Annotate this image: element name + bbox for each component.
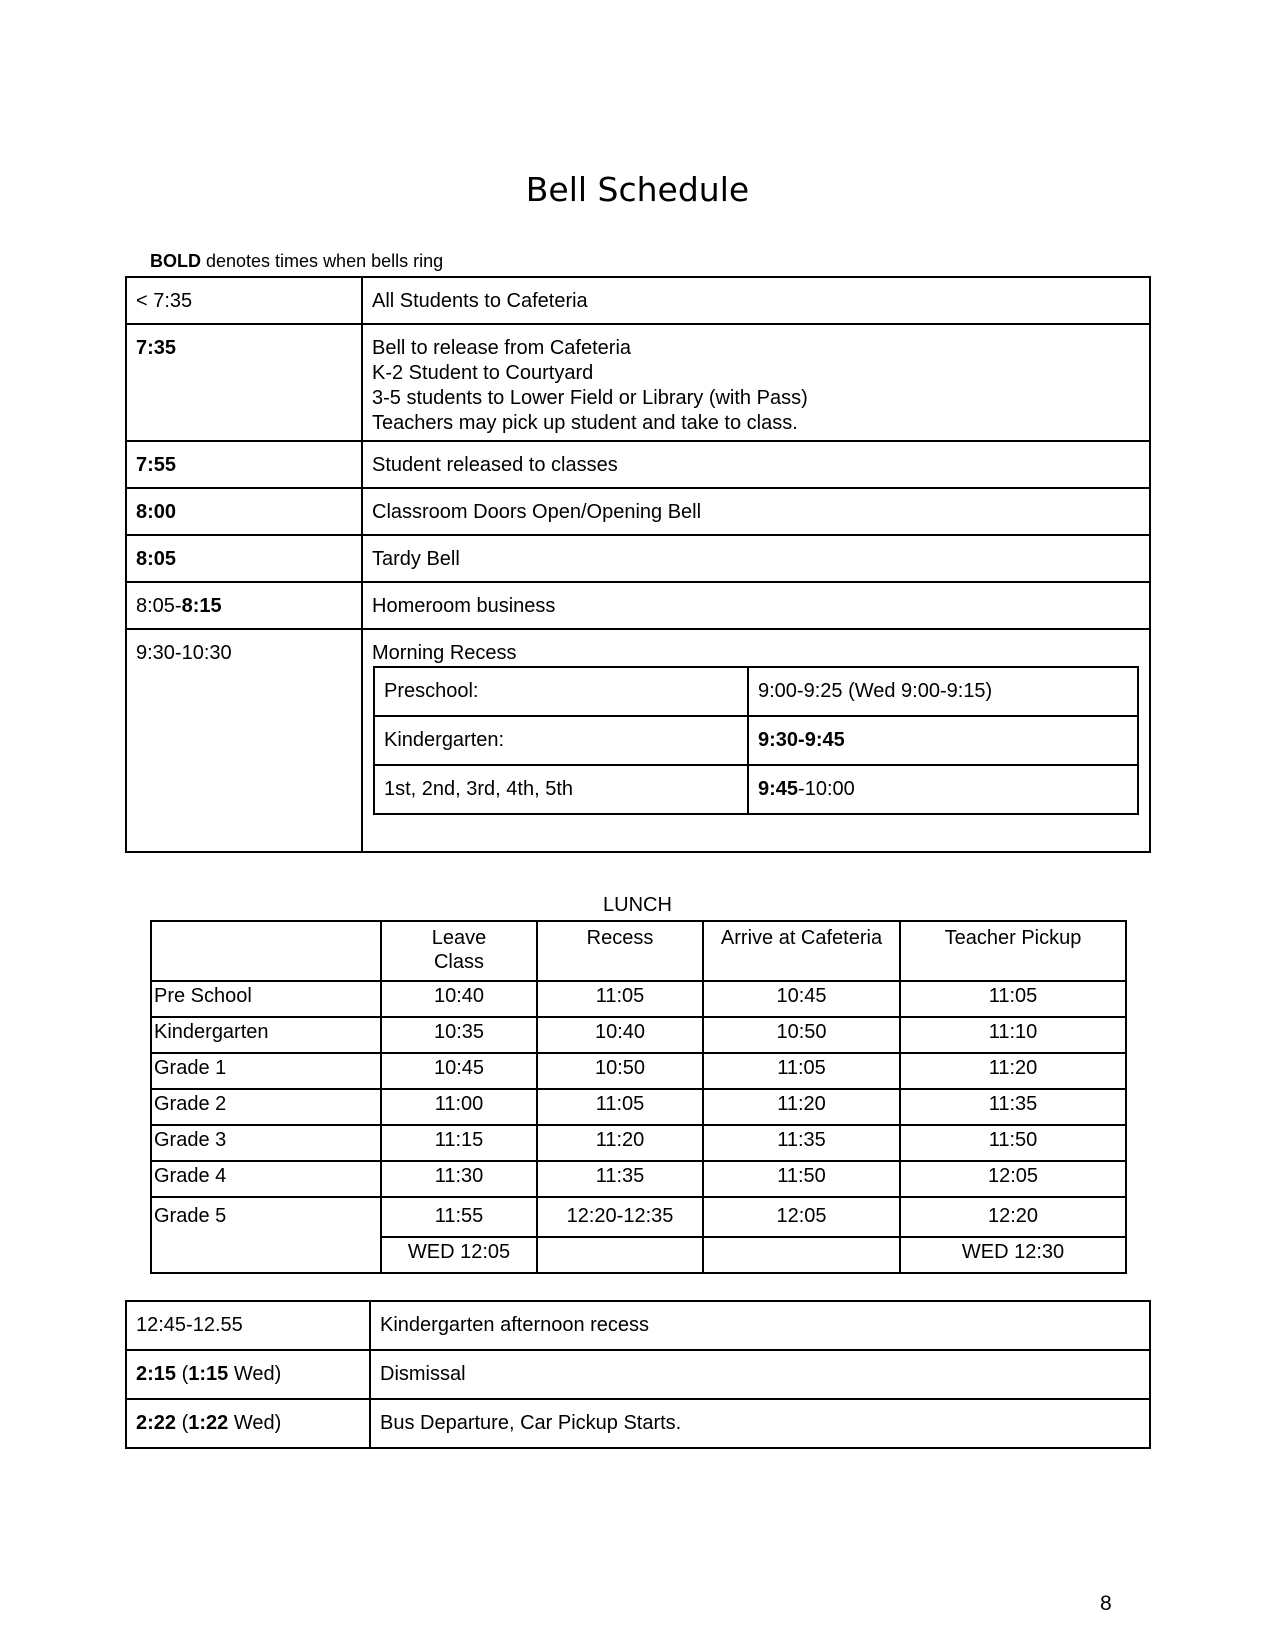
table-row bbox=[374, 716, 1138, 765]
table-cell: 11:20 bbox=[537, 1125, 703, 1161]
time-cell: 8:05-8:15 bbox=[126, 582, 362, 629]
table-cell: 11:00 bbox=[381, 1089, 537, 1125]
bold-note bbox=[150, 251, 443, 272]
desc-line: Teachers may pick up student and take to class. bbox=[372, 412, 798, 434]
morning-recess-label: Morning Recess bbox=[372, 642, 517, 664]
recess-group: 1st, 2nd, 3rd, 4th, 5th bbox=[374, 765, 748, 814]
grade-cell: Grade 1 bbox=[151, 1053, 381, 1089]
table-cell: 11:35 bbox=[703, 1125, 900, 1161]
table-cell: 10:35 bbox=[381, 1017, 537, 1053]
table-cell: 10:50 bbox=[537, 1053, 703, 1089]
note-text: denotes times when bells ring bbox=[201, 251, 444, 271]
recess-time: 9:00-9:25 (Wed 9:00-9:15) bbox=[748, 667, 1138, 716]
header-cell: Recess bbox=[537, 921, 703, 981]
time-cell: 7:35 bbox=[126, 324, 362, 441]
desc-cell bbox=[362, 324, 1150, 441]
table-cell: 11:05 bbox=[703, 1053, 900, 1089]
table-row bbox=[126, 582, 1150, 629]
desc-cell: Tardy Bell bbox=[362, 535, 1150, 582]
desc-cell: Dismissal bbox=[370, 1350, 1150, 1399]
recess-time: 9:30-9:45 bbox=[748, 716, 1138, 765]
note-bold: BOLD bbox=[150, 251, 201, 271]
grade-cell: Pre School bbox=[151, 981, 381, 1017]
table-cell: 11:20 bbox=[703, 1089, 900, 1125]
table-cell: 11:35 bbox=[537, 1161, 703, 1197]
time-cell: 2:22 (1:22 Wed) bbox=[126, 1399, 370, 1448]
desc-cell: Student released to classes bbox=[362, 441, 1150, 488]
desc-cell: Classroom Doors Open/Opening Bell bbox=[362, 488, 1150, 535]
time-cell: 8:05 bbox=[126, 535, 362, 582]
grade-cell: Grade 5 bbox=[151, 1197, 381, 1273]
table-cell: 10:50 bbox=[703, 1017, 900, 1053]
table-cell: WED 12:05 bbox=[381, 1237, 537, 1273]
afternoon-table bbox=[125, 1300, 1151, 1449]
table-cell bbox=[537, 1237, 703, 1273]
table-row bbox=[151, 1053, 1126, 1089]
bell-schedule-table bbox=[125, 276, 1151, 853]
lunch-caption: LUNCH bbox=[603, 894, 672, 916]
table-row bbox=[151, 981, 1126, 1017]
table-cell: 11:05 bbox=[537, 981, 703, 1017]
table-cell: 10:45 bbox=[703, 981, 900, 1017]
table-row bbox=[126, 488, 1150, 535]
time-cell: 2:15 (1:15 Wed) bbox=[126, 1350, 370, 1399]
table-row bbox=[126, 1350, 1150, 1399]
table-row bbox=[374, 765, 1138, 814]
recess-time: 9:45-10:00 bbox=[748, 765, 1138, 814]
table-header-row bbox=[151, 921, 1126, 981]
table-cell: WED 12:30 bbox=[900, 1237, 1126, 1273]
grade-cell: Kindergarten bbox=[151, 1017, 381, 1053]
table-cell: 11:15 bbox=[381, 1125, 537, 1161]
time-cell: 8:00 bbox=[126, 488, 362, 535]
table-cell: 11:50 bbox=[900, 1125, 1126, 1161]
table-cell: 10:40 bbox=[537, 1017, 703, 1053]
desc-cell bbox=[362, 629, 1150, 852]
table-row bbox=[151, 1089, 1126, 1125]
time-cell: < 7:35 bbox=[126, 277, 362, 324]
table-cell: 12:05 bbox=[900, 1161, 1126, 1197]
table-row bbox=[374, 667, 1138, 716]
table-cell: 11:35 bbox=[900, 1089, 1126, 1125]
desc-cell: Homeroom business bbox=[362, 582, 1150, 629]
table-cell: 10:40 bbox=[381, 981, 537, 1017]
time-cell: 12:45-12.55 bbox=[126, 1301, 370, 1350]
page-title: Bell Schedule bbox=[525, 170, 750, 209]
recess-group: Kindergarten: bbox=[374, 716, 748, 765]
table-cell: 12:05 bbox=[703, 1197, 900, 1237]
table-cell: 11:30 bbox=[381, 1161, 537, 1197]
desc-cell: All Students to Cafeteria bbox=[362, 277, 1150, 324]
grade-cell: Grade 3 bbox=[151, 1125, 381, 1161]
table-cell: 10:45 bbox=[381, 1053, 537, 1089]
table-cell: 11:50 bbox=[703, 1161, 900, 1197]
table-cell: 11:05 bbox=[900, 981, 1126, 1017]
time-cell: 7:55 bbox=[126, 441, 362, 488]
desc-cell: Bus Departure, Car Pickup Starts. bbox=[370, 1399, 1150, 1448]
table-row bbox=[126, 535, 1150, 582]
table-row bbox=[126, 629, 1150, 852]
desc-line: 3-5 students to Lower Field or Library (with Pass) bbox=[372, 387, 808, 409]
table-row bbox=[126, 1399, 1150, 1448]
grade-cell: Grade 2 bbox=[151, 1089, 381, 1125]
table-row bbox=[126, 277, 1150, 324]
table-cell: 12:20-12:35 bbox=[537, 1197, 703, 1237]
desc-cell: Kindergarten afternoon recess bbox=[370, 1301, 1150, 1350]
recess-group: Preschool: bbox=[374, 667, 748, 716]
table-row bbox=[151, 1197, 1126, 1237]
lunch-table bbox=[150, 920, 1127, 1274]
table-cell: 11:55 bbox=[381, 1197, 537, 1237]
table-row bbox=[151, 1017, 1126, 1053]
table-row bbox=[151, 1161, 1126, 1197]
header-cell: Arrive at Cafeteria bbox=[703, 921, 900, 981]
table-row bbox=[126, 441, 1150, 488]
grade-cell: Grade 4 bbox=[151, 1161, 381, 1197]
page-number: 8 bbox=[1100, 1592, 1112, 1615]
table-cell: 11:05 bbox=[537, 1089, 703, 1125]
table-cell: 12:20 bbox=[900, 1197, 1126, 1237]
table-cell: 11:10 bbox=[900, 1017, 1126, 1053]
table-row bbox=[126, 324, 1150, 441]
table-row bbox=[151, 1125, 1126, 1161]
header-cell: Leave Class bbox=[381, 921, 537, 981]
desc-line: K-2 Student to Courtyard bbox=[372, 362, 594, 384]
table-row bbox=[126, 1301, 1150, 1350]
time-cell: 9:30-10:30 bbox=[126, 629, 362, 852]
recess-table bbox=[373, 666, 1139, 815]
table-cell bbox=[703, 1237, 900, 1273]
table-cell: 11:20 bbox=[900, 1053, 1126, 1089]
desc-line: Bell to release from Cafeteria bbox=[372, 337, 632, 359]
header-cell: Teacher Pickup bbox=[900, 921, 1126, 981]
header-cell bbox=[151, 921, 381, 981]
